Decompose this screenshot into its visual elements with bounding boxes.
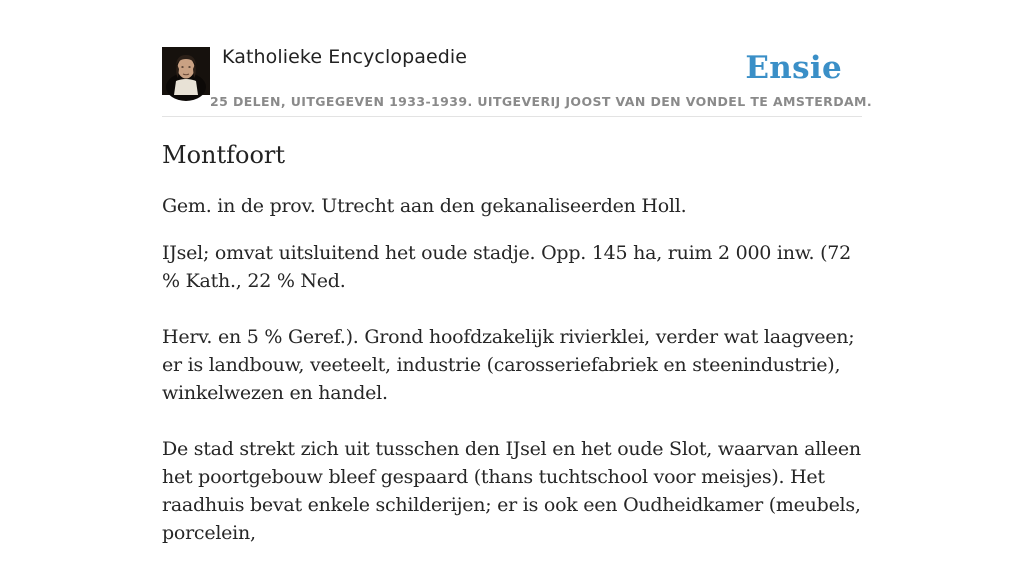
publication-subtitle: 25 DELEN, UITGEGEVEN 1933-1939. UITGEVERIJ JOOST VAN DEN VONDEL TE AMSTERDAM.	[210, 94, 873, 109]
article	[162, 138, 862, 566]
article-paragraph: Herv. en 5 % Geref.). Grond hoofdzakelijk rivierklei, verder wat laagveen; er is landbouw, veeteelt, industrie (carosseriefabriek en steenindustrie), winkelwezen en handel.	[162, 326, 855, 404]
publication-avatar[interactable]	[162, 47, 210, 95]
publication-header	[162, 44, 873, 117]
publication-title[interactable]: Katholieke Encyclopaedie	[222, 46, 468, 68]
article-paragraph: IJsel; omvat uitsluitend het oude stadje. Opp. 145 ha, ruim 2 000 inw. (72 % Kath., 22 % Ned.	[162, 242, 851, 292]
article-paragraph: Gem. in de prov. Utrecht aan den gekanaliseerden Holl.	[162, 195, 687, 217]
article-paragraph: De stad strekt zich uit tusschen den IJsel en het oude Slot, waarvan alleen het poortgebouw bleef gespaard (thans tuchtschool voor meisjes). Het raadhuis bevat enkele schilderijen; er is ook een Oudheidkamer (meubels, porcelein,	[162, 438, 861, 544]
ensie-logo-link[interactable]: Ensie	[745, 50, 842, 86]
portrait-icon	[162, 47, 210, 95]
article-title: Montfoort	[162, 141, 286, 169]
